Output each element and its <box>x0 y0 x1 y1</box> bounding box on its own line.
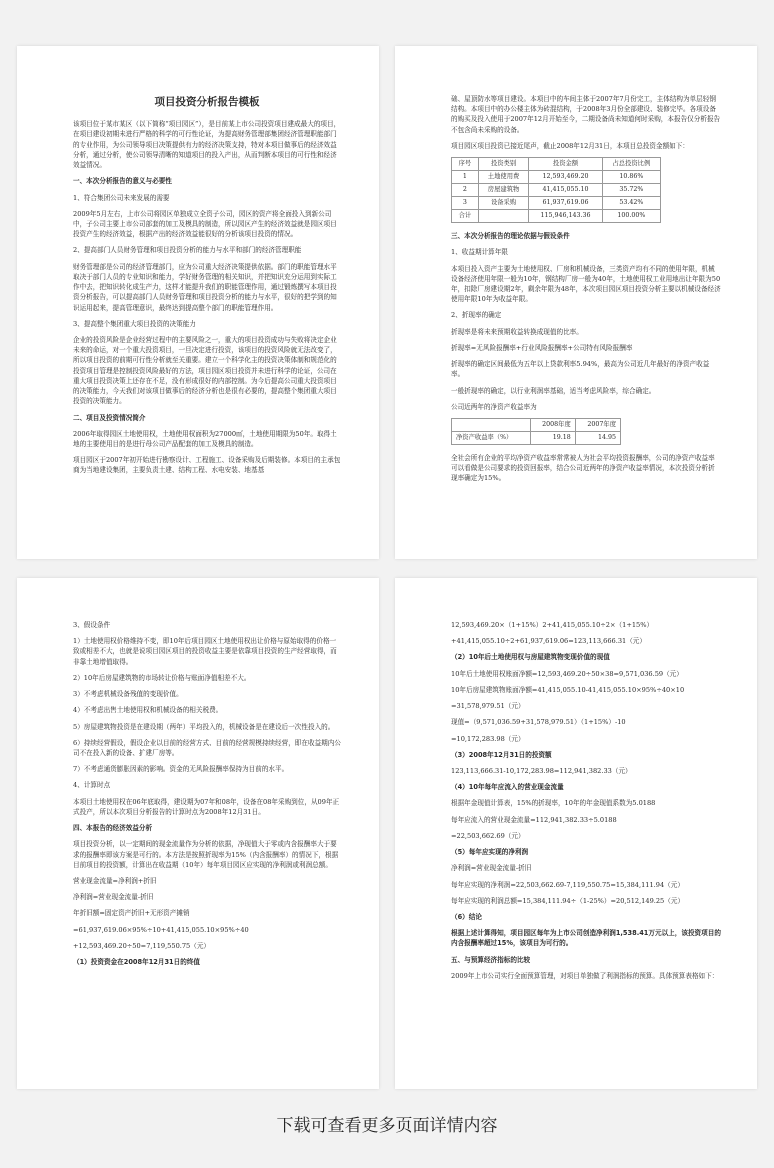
document-page-1 <box>17 46 379 559</box>
table-cell: 61,937,619.06 <box>529 197 603 210</box>
paragraph: 折现率是将未来预期收益转换成现值的比率。 <box>451 327 583 336</box>
table-cell: 35.72% <box>602 184 660 197</box>
document-page-4 <box>395 578 757 1089</box>
formula-line: =10,172,283.98（元） <box>451 734 525 743</box>
table-cell: 10.86% <box>602 171 660 184</box>
table-total-row <box>452 210 661 223</box>
document-title: 项目投资分析报告模板 <box>154 96 260 108</box>
assumption-item: 4）不考虑出售土地使用权和机械设备的相关税费。 <box>73 706 223 715</box>
paragraph: 项目园区项目投资已接近尾声，截止2008年12月31日，本项目总投资金额如下： <box>451 141 689 150</box>
download-more-link[interactable]: 下载可查看更多页面详情内容 <box>276 1116 498 1136</box>
section-heading-4: 四、本报告的经济效益分析 <box>73 824 153 833</box>
formula-line: 123,113,666.31-10,172,283.98=112,941,382.33（元） <box>451 766 632 775</box>
paragraph: 本项目投入资产主要为土地使用权、厂房和机械设备，三类资产均有不同的使用年限，机械设备经济使用年限一般为10年，钢结构厂房一般为40年，土地使用权工业用地出让年限为50年，扣除厂房建设期2年，剩余年限为48年，本次项目园区项目投资分析主要以机械设备经济使用年限10年为收益年限。 <box>451 264 721 304</box>
section-heading-5: 五、与预算经济指标的比较 <box>451 955 531 964</box>
formula-line: 10年后房屋建筑物账面净额=41,415,055.10-41,415,055.10×95%÷40×10 <box>451 685 685 694</box>
formula-line: 营业现金流量=净利润+折旧 <box>73 876 157 885</box>
table-cell: 14.95 <box>575 431 620 444</box>
formula-line: 现值=（9,571,036.59+31,578,979.51）（1+15%）-10 <box>451 718 626 727</box>
paragraph: 折现率的确定区间最低为五年以上贷款利率5.94%，最高为公司近几年最好的净资产收益率。 <box>451 360 710 379</box>
section-heading-1: 一、本次分析报告的意义与必要性 <box>73 177 172 186</box>
document-page-3 <box>17 578 379 1089</box>
section-heading-3: 三、本次分析报告的理论依据与假设条件 <box>451 232 570 241</box>
formula-line: 每年应实现的利润总额=15,384,111.94÷（1-25%）=20,512,149.25（元） <box>451 896 685 905</box>
table-cell: 100.00% <box>602 210 660 223</box>
subsection-heading: （4）10年每年应流入的营业现金流量 <box>451 783 564 792</box>
formula-line: 每年应流入的营业现金流量=112,941,382.33÷5.0188 <box>451 815 617 824</box>
formula-line: +41,415,055.10÷2+61,937,619.06=123,113,666.31（元） <box>451 637 646 646</box>
table-cell <box>478 210 528 223</box>
table-cell: 115,946,143.36 <box>529 210 603 223</box>
table-header-cell: 投资类别 <box>478 158 528 171</box>
assumption-item: 3）不考虑机械设备残值的变现价值。 <box>73 690 183 699</box>
paragraph: 础、屋顶防水等项目建设。本项目中的车间主体于2007年7月份完工，主体结构为单层轻钢结构。本项目中的办公楼主体为砖混结构，于2008年3月份全部建设、装修完毕。各项设备的购买及投入使用于2007年12月开始至今，二期设备尚未知道何时采购，本报告仅分析报告不包含尚未采购的设备。 <box>451 95 721 134</box>
subsection-heading: （2）10年后土地使用权与房屋建筑物变现价值的现值 <box>451 653 610 662</box>
subheading: 1、符合集团公司未来发展的需要 <box>73 193 170 202</box>
table-cell: 2 <box>452 184 479 197</box>
subsection-heading: （3）2008年12月31日的投资额 <box>451 750 552 759</box>
formula-line: =61,937,619.06×95%÷10+41,415,055.10×95%÷40 <box>73 925 249 934</box>
document-page-2 <box>395 46 757 559</box>
table-header-cell <box>452 418 531 431</box>
paragraph: 2006年取得园区土地使用权，土地使用权面积为27000㎡，土地使用期限为50年。取得土地的主要使用目的是进行母公司产品配套的加工及模具的制造。 <box>73 429 337 448</box>
paragraph: 2009年上市公司实行全面预算管理，对项目单独做了利润指标的预算。具体预算表格如下： <box>451 971 719 980</box>
table-cell: 41,415,055.10 <box>529 184 603 197</box>
subheading: 2、折现率的确定 <box>451 311 502 320</box>
assumption-item: 7）不考虑通货膨胀因素的影响。资金的无风险报酬率保持为目前的水平。 <box>73 765 289 774</box>
table-header-cell: 投资金额 <box>529 158 603 171</box>
formula-line: +12,593,469.20÷50=7,119,550.75（元） <box>73 941 211 950</box>
table-cell: 房屋建筑物 <box>478 184 528 197</box>
paragraph: 企业的投资风险是企业经营过程中的主要风险之一，重大的项目投资成功与失败将决定企业未来的命运，对一个重大投资项目，一旦决定进行投资，该项目的投资风险就无法改变了，所以项目投资的前期可行性分析就至关重要。建立一个科学化主的投资决策体制和规范化的投资项目管理是控制投资风险最好的方法，项目园区项目投资并未进行科学的论证，公司在重大项目投资决策上还存在不足，没有形成很好的内部控制。为今后提高公司重大投资项目的决策能力，今天我们对该项目做事后的经济分析也是很有必要的，提高整个集团重大项目投资的决策能力。 <box>73 335 337 406</box>
subheading: 3、提高整个集团重大项目投资的决策能力 <box>73 319 196 328</box>
table-header-row <box>452 158 661 171</box>
subheading: 2、提高部门人员财务管理和项目投资分析的能力与水平和部门的经济管理职能 <box>73 246 302 255</box>
subheading: 3、假设条件 <box>73 621 111 629</box>
formula-line: 10年后土地使用权账面净额=12,593,469.20÷50×38=9,571,036.59（元） <box>451 669 683 678</box>
table-cell: 土地使用费 <box>478 171 528 184</box>
formula-line: 12,593,469.20×（1+15%）2+41,415,055.10÷2×（1+15%） <box>451 621 654 629</box>
formula-line: 净利润=营业现金流量-折旧 <box>73 893 154 902</box>
formula-line: =22,503,662.69（元） <box>451 831 525 840</box>
table-header-cell: 序号 <box>452 158 479 171</box>
subsection-heading: （1）投资资金在2008年12月31日的终值 <box>73 958 201 967</box>
assumption-item: 6）持续经营假设，假设企业以目前的经营方式、目前的经营规模持续经营，即在收益期内公司不在投入新的设备、扩建厂房等。 <box>73 738 341 757</box>
paragraph: 折现率=无风险报酬率+行业风险报酬率+公司特有风险报酬率 <box>451 343 633 352</box>
table-cell: 12,593,469.20 <box>529 171 603 184</box>
formula-line: 每年应实现的净利润=22,503,662.69-7,119,550.75=15,384,111.94（元） <box>451 880 684 889</box>
table-cell: 合计 <box>452 210 479 223</box>
assumption-item: 5）房屋建筑物投资是在建设期（两年）平均投入的，机械设备是在建设后一次性投入的。 <box>73 722 335 731</box>
table-row <box>452 431 621 444</box>
table-row <box>452 197 661 210</box>
table-header-row <box>452 418 621 431</box>
assumption-item: 2）10年后房屋建筑物的市场转让价格与账面净值相差不大。 <box>73 673 251 682</box>
table-cell: 19.18 <box>530 431 575 444</box>
subsection-heading: （5）每年应实现的净利润 <box>451 848 529 857</box>
paragraph: 公司近两年的净资产收益率为 <box>451 402 537 411</box>
formula-line: 根据年金现值计算表，15%的折现率，10年的年金现值系数为5.0188 <box>451 799 656 808</box>
investment-table <box>451 157 661 223</box>
paragraph: 2009年5月左右，上市公司将园区单独成立全资子公司，园区的资产将全面投入到新公司中，子公司主要上市公司部套的加工及模具的制造，所以园区产生的经济效益就是园区项目投资产生的经济效益，根据产出的经济效益能很好的分析该项目投资的情况。 <box>73 209 337 239</box>
subheading: 1、收益期计算年限 <box>451 248 508 257</box>
paragraph: 一般折现率的确定，以行业利润率基础，适当考虑风险率，综合确定。 <box>451 386 656 395</box>
table-header-cell: 2007年度 <box>575 418 620 431</box>
paragraph: 财务管理部是公司的经济管理部门，应为公司重大经济决策提供依据。部门的职能管理水平取决于部门人员的专业知识和能力，学好财务管理的相关知识，并把知识充分运用到实际工作中去，把知识转化成生产力，这样才能提升我们的职能管理作用，通过锻炼撰写本项目投资分析报告，可以提高部门人员财务管理和项目投资分析的能力与水平，很好的把学到的知识运用起来，提高管理意识，最终达到提高整个部门的职能管理作用。 <box>73 262 337 312</box>
conclusion-paragraph: 根据上述计算得知，项目园区每年为上市公司创造净利润1,538.41万元以上，该投资项目的内含报酬率超过15%，该项目为可行的。 <box>451 929 721 948</box>
table-cell: 3 <box>452 197 479 210</box>
subsection-heading: （6）结论 <box>451 912 482 921</box>
paragraph: 全社会所有企业的平均净资产收益率常常被人为社会平均投资报酬率，公司的净资产收益率可以看做是公司要求的投资回报率，结合公司近两年的净资产收益率情况，本次投资分析折现率确定为15%。 <box>451 453 715 483</box>
assumption-item: 1）土地使用权价格维持不变，即10年后项目园区土地使用权出让价格与原始取得的价格一致或相差不大，也就是说项目园区项目的投资收益主要是依靠项目投资的生产经营取得，而非靠土地增值取得。 <box>73 637 337 666</box>
table-cell: 1 <box>452 171 479 184</box>
subheading: 4、计算时点 <box>73 781 111 790</box>
section-heading-2: 二、项目及投资情况简介 <box>73 413 146 422</box>
table-header-cell: 占总投资比例 <box>602 158 660 171</box>
table-row <box>452 184 661 197</box>
formula-line: =31,578,979.51（元） <box>451 702 525 711</box>
table-cell: 53.42% <box>602 197 660 210</box>
formula-line: 净利润=营业现金流量-折旧 <box>451 864 532 873</box>
table-row <box>452 171 661 184</box>
table-cell: 设备采购 <box>478 197 528 210</box>
table-row-label: 净资产收益率（%） <box>452 431 531 444</box>
table-header-cell: 2008年度 <box>530 418 575 431</box>
formula-line: 年折旧额=固定资产折旧+无形资产摊销 <box>73 909 190 918</box>
paragraph: 本项目土地使用权在06年底取得，建设期为07年和08年，设备在08年采购到位，从09年正式投产，所以本次项目分析报告的计算时点为2008年12月31日。 <box>73 797 340 816</box>
paragraph: 项目园区于2007年初开始进行勘察设计、工程施工、设备采购及后期装修。本项目的主承包商为当地建设集团，主要负责土建、结构工程、水电安装、地基基 <box>73 456 341 475</box>
intro-paragraph: 该项目位于某市某区（以下简称“项目园区”），是目前某上市公司投资项目建成最大的项目，在项目建设初期未进行严格的科学的可行性论证，为提高财务管理部集团经济管理职能部门的专业作用，为公司领导项目决策提供有力的经济决策支持，特对本项目做事后的经济效益分析，通过分析，使公司领导清晰的知道项目的投入产出，从而判断本项目的可行性和经济效益情况。 <box>73 120 341 170</box>
paragraph: 项目投资分析，以一定期间的现金流量作为分析的依据，净现值大于零或内含报酬率大于要求的报酬率即该方案是可行的。本方法是按照折现率为15%（内含报酬率）的情况下，根据目前项目的投资额，计算出在收益期（10年）每年项目园区应实现的净利润或利润总额。 <box>73 840 339 869</box>
roe-table <box>451 418 621 445</box>
